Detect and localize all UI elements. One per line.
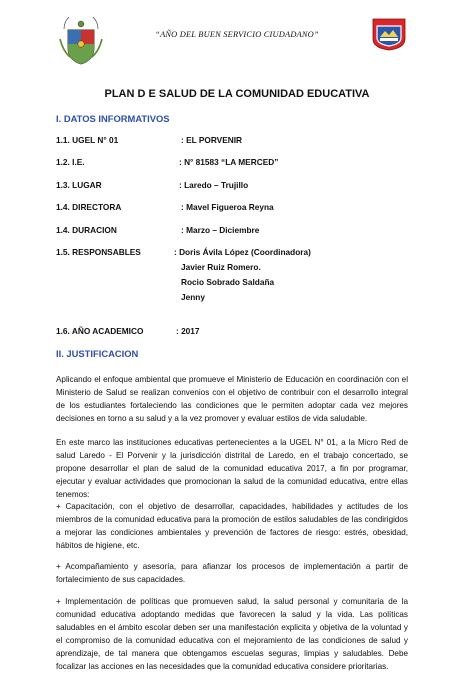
paragraph: En este marco las instituciones educativas pertenecientes a la UGEL N° 01, a la Micro Red de salud Laredo - El Porvenir y la jurisdicción distrital de Laredo, en el trabajo concertado, se propone desarrollar el plan de salud de la comunidad educativa 2017, a fin por programar, ejecutar y evaluar actividades que promocionan la salud de la comunidad educativa, entre ellas tenemos:	[56, 438, 408, 499]
paragraph: Aplicando el enfoque ambiental que promueve el Ministerio de Educación en coordinación con el Ministerio de Salud se realizan convenios con el objetivo de contribuir con el desarrollo integral de los estudiantes fortaleciendo las condiciones que le permiten adoptar cada vez mejores decisiones en torno a su salud y a la vez promover y evaluar estilos de vida saludable.	[56, 375, 408, 423]
paragraph: + Capacitación, con el objetivo de desarrollar, capacidades, habilidades y actitudes de los miembros de la comunidad educativa para la promoción de estilos saludables de las condirigidos a mejorar las condiciones ambientales y prevención de factores de riesgo: estrés, obesidad, hábitos de higiene, etc.	[56, 502, 408, 550]
info-label: 1.5. RESPONSABLES	[56, 247, 141, 257]
document-title: PLAN D E SALUD DE LA COMUNIDAD EDUCATIVA	[104, 88, 370, 100]
info-value: : 2017	[176, 326, 200, 336]
info-label: 1.4. DIRECTORA	[56, 202, 122, 212]
paragraph: + Implementación de políticas que promueven salud, la salud personal y comunitaria de la comunidad educativa adoptando medidas que favorecen la salud y la vida. Las políticas saludables en el ámbito escolar deben ser una manifestación explicita y objetiva de la voluntad y el compromiso de la comunidad educativa con el mejoramiento de las condiciones de salud y aprendizaje, de tal manera que obtengamos escuelas seguras, limpias y saludables. Debe focalizar las acciones en las necesidades que la comunidad educativa considere prioritarias.	[56, 597, 408, 671]
info-label: 1.6. AÑO ACADEMICO	[56, 326, 144, 336]
header-motto: “AÑO DEL BUEN SERVICIO CIUDADANO”	[155, 30, 319, 39]
responsable-name: Javier Ruiz Romero.	[181, 262, 261, 272]
paragraph: + Acompañamiento y asesoría, para afianzar los procesos de implementación a partir de fortalecimiento de sus capacidades.	[56, 562, 408, 584]
info-label: 1.2. I.E.	[56, 157, 85, 167]
info-value: : EL PORVENIR	[181, 135, 243, 145]
info-label: 1.1. UGEL N° 01	[56, 135, 119, 145]
info-label: 1.3. LUGAR	[56, 180, 102, 190]
info-value: : N° 81583 “LA MERCED”	[179, 157, 279, 167]
info-value: : Mavel Figueroa Reyna	[181, 202, 274, 212]
info-label: 1.4. DURACION	[56, 225, 117, 235]
section-heading-datos: I. DATOS INFORMATIVOS	[56, 113, 170, 124]
responsable-name: Rocio Sobrado Saldaña	[181, 277, 275, 287]
responsable-name: Jenny	[181, 292, 205, 302]
municipal-crest-logo	[56, 17, 106, 67]
info-value: : Laredo – Trujillo	[179, 180, 249, 190]
info-value: : Marzo – Diciembre	[181, 225, 260, 235]
section-heading-justificacion: II. JUSTIFICACION	[56, 348, 139, 359]
info-value: : Doris Ávila López (Coordinadora)	[174, 247, 311, 257]
